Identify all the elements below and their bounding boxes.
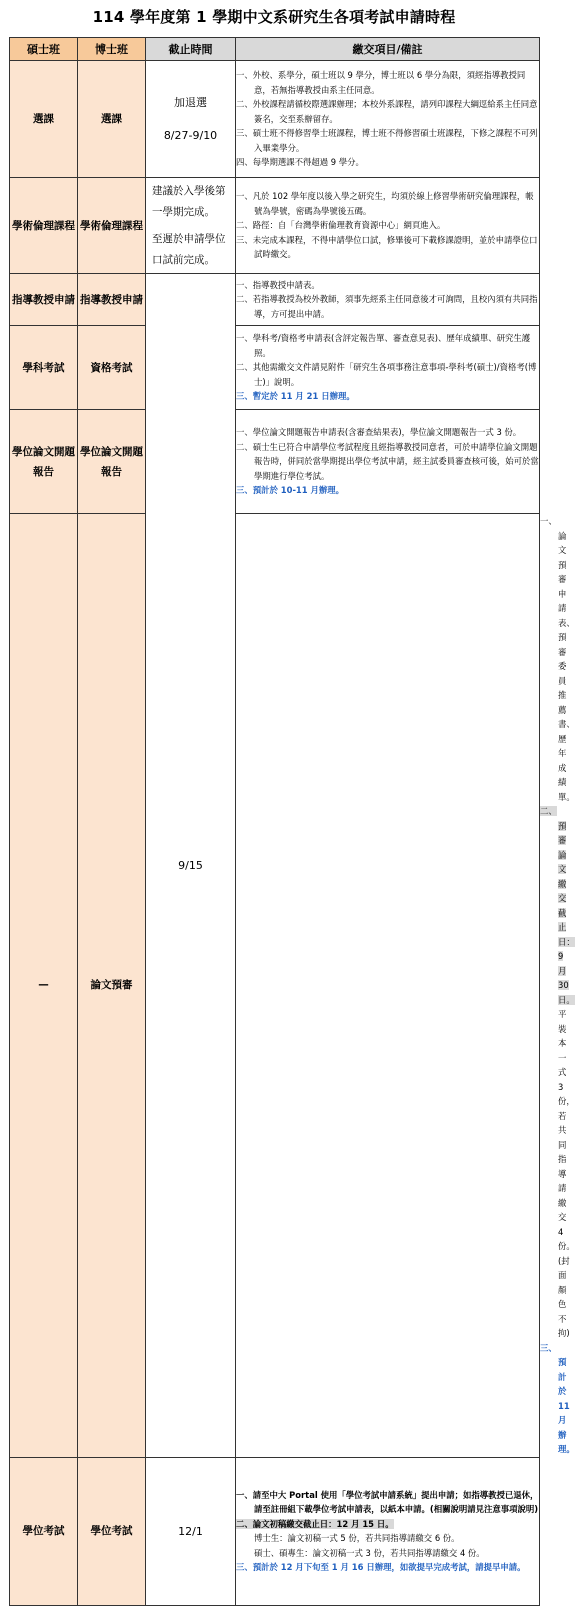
row-masters-cell: 學科考試 <box>10 326 78 410</box>
note-item: 四、每學期選課不得超過 9 學分。 <box>236 157 364 168</box>
row-phd-cell: 指導教授申請 <box>78 274 146 326</box>
note-item: 三、未完成本課程，不得申請學位口試，修畢後可下載修課證明，並於申請學位口試時繳交。 <box>236 234 538 260</box>
deadline-note: 建議於入學後第一學期完成。 <box>152 184 226 218</box>
header-masters: 碩士班 <box>10 38 78 61</box>
document-title: 114 學年度第 1 學期中文系研究生各項考試申請時程 <box>92 8 456 26</box>
header-notes: 繳交項目/備註 <box>236 38 540 61</box>
note-subitem: 博士生：論文初稿一式 5 份，若共同指導請繳交 6 份。 <box>254 1533 460 1543</box>
note-item-schedule: 三、預計於 11 月辦理。 <box>540 1342 575 1454</box>
table-row <box>10 410 540 514</box>
note-item-schedule: 三、暫定於 11 月 21 日辦理。 <box>236 391 355 402</box>
header-phd: 博士班 <box>78 38 146 61</box>
row-deadline-cell <box>146 178 236 274</box>
note-item: 二、外校課程請循校際選課辦理；本校外系課程，請列印課程大綱逕給系主任同意簽名，交至系辦留存。 <box>236 99 538 124</box>
schedule-table <box>9 37 575 1606</box>
header-deadline: 截止時間 <box>146 38 236 61</box>
header-row <box>10 38 540 61</box>
row-notes-cell <box>236 61 540 178</box>
row-phd-cell: 學位論文開題報告 <box>78 410 146 514</box>
table-row <box>10 274 540 326</box>
row-masters-cell: 學位考試 <box>10 1457 78 1605</box>
deadline-label: 加退選 <box>174 96 207 109</box>
row-phd-cell: 學術倫理課程 <box>78 178 146 274</box>
row-masters-cell: 選課 <box>10 61 78 178</box>
row-phd-cell: 資格考試 <box>78 326 146 410</box>
table-row <box>10 1457 540 1605</box>
note-item: 一、學科考/資格考申請表(含評定報告單、審查意見表)、歷年成績單、研究生護照。 <box>236 333 531 358</box>
row-masters-cell: 學術倫理課程 <box>10 178 78 274</box>
row-masters-cell: — <box>10 514 78 1458</box>
row-notes-cell <box>236 1457 540 1605</box>
deadline-highlight: 二、預審論文繳交截止日：9 月 30 日。 <box>540 806 575 1005</box>
note-item: 一、請至中大 Portal 使用「學位考試申請系統」提出申請；如指導教授已退休，請至註冊組下載學位考試申請表，以紙本申請。(相關說明請見注意事項說明) <box>236 1489 539 1514</box>
deadline-note: 至遲於申請學位口試前完成。 <box>152 232 226 266</box>
row-deadline-cell <box>236 514 540 1458</box>
row-phd-cell: 選課 <box>78 61 146 178</box>
row-masters-cell: 學位論文開題報告 <box>10 410 78 514</box>
note-subitem: 碩士、碩專生：論文初稿一式 3 份，若共同指導請繳交 4 份。 <box>254 1547 485 1558</box>
table-row <box>10 326 540 410</box>
note-item: 二、其他需繳交文件請見附件「研究生各項事務注意事項-學科考(碩士)/資格考(博士)」說明。 <box>236 362 537 387</box>
note-item: 二、若指導教授為校外教師，須事先經系主任同意後才可詢問，且校內須有共同指導，方可提出申請。 <box>236 294 538 319</box>
row-notes-cell <box>236 326 540 410</box>
row-notes-cell <box>236 410 540 514</box>
table-row <box>10 61 540 178</box>
note-item <box>236 1517 539 1532</box>
table-row <box>10 514 540 1458</box>
note-item-schedule: 三、預計於 12 月下旬至 1 月 16 日辦理，如欲提早完成考試，請提早申請。 <box>236 1562 526 1572</box>
row-deadline-cell <box>146 61 236 178</box>
note-subitem: 平裝本一式 3 份，若共同指導請繳交 4 份。(封面顏色不拘) <box>558 1009 575 1338</box>
row-notes-cell <box>236 178 540 274</box>
row-deadline-cell: 12/1 <box>146 1457 236 1605</box>
note-item: 一、外校、系學分，碩士班以 9 學分，博士班以 6 學分為限，須經指導教授同意，若無指導教授由系主任同意。 <box>236 70 526 95</box>
deadline-highlight: 二、論文初稿繳交截止日：12 月 15 日。 <box>236 1518 394 1529</box>
note-item: 一、論文預審申請表、預審委員推薦書、歷年成績單。 <box>540 516 575 802</box>
merged-deadline-cell: 9/15 <box>146 274 236 1458</box>
note-item: 二、路徑：自「台灣學術倫理教育資源中心」網頁進入。 <box>236 220 446 231</box>
note-item: 二、碩士生已符合申請學位考試程度且經指導教授同意者，可於申請學位論文開題報告時，併同於當學期提出學位考試申請，經主試委員審查核可後，始可於當學期進行學位考試。 <box>236 441 539 481</box>
note-item: 一、指導教授申請表。 <box>236 279 320 290</box>
note-item: 一、學位論文開題報告申請表(含審查結果表)，學位論文開題報告一式 3 份。 <box>236 427 522 438</box>
table-row <box>10 178 540 274</box>
row-notes-cell <box>236 274 540 326</box>
note-item: 三、碩士班不得修習學士班課程，博士班不得修習碩士班課程，下修之課程不可列入畢業學分。 <box>236 128 538 153</box>
note-item <box>540 804 575 1007</box>
deadline-date: 8/27-9/10 <box>163 129 218 142</box>
row-phd-cell: 論文預審 <box>78 514 146 1458</box>
note-item-schedule: 三、預計於 10-11 月辦理。 <box>236 485 344 496</box>
note-item: 一、凡於 102 學年度以後入學之研究生，均須於線上修習學術研究倫理課程，帳號為學號，密碼為學號後五碼。 <box>236 191 534 216</box>
row-masters-cell: 指導教授申請 <box>10 274 78 326</box>
row-phd-cell: 學位考試 <box>78 1457 146 1605</box>
